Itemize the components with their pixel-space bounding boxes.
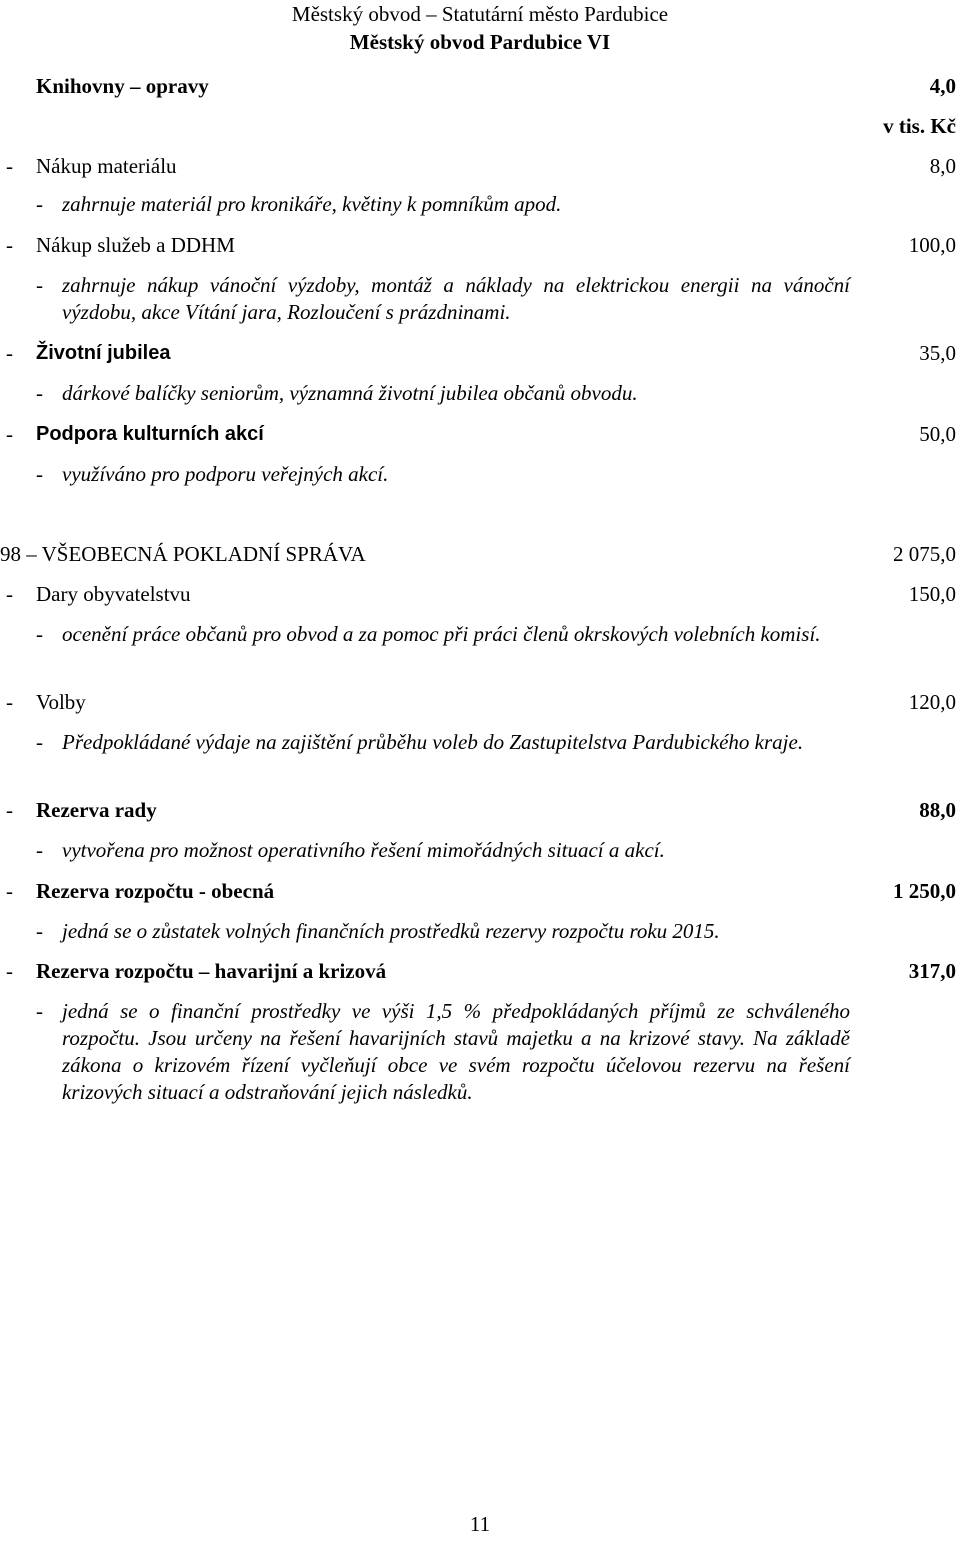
item-value: 88,0 — [919, 798, 956, 822]
section-1-title: Knihovny – opravy — [36, 74, 209, 98]
dash: - — [6, 690, 13, 714]
item-description-text: využíváno pro podporu veřejných akcí. — [62, 462, 389, 486]
dash: - — [36, 192, 43, 216]
item-description — [36, 837, 850, 864]
item-description-text: vytvořena pro možnost operativního řešení mimořádných situací a akcí. — [62, 838, 665, 862]
item-label: Nákup materiálu — [36, 154, 177, 178]
dash: - — [6, 154, 13, 178]
dash: - — [36, 730, 43, 754]
item-description — [36, 918, 850, 945]
item-description — [36, 380, 850, 407]
item-description-text: Předpokládané výdaje na zajištění průběhu voleb do Zastupitelstva Pardubického kraje. — [62, 730, 804, 754]
section-1-total: 4,0 — [929, 74, 956, 98]
item-label: Dary obyvatelstvu — [36, 582, 191, 606]
dash: - — [36, 273, 43, 297]
item-description-text: jedná se o finanční prostředky ve výši 1,5 % předpokládaných příjmů ze schváleného rozpočtu. Jsou určeny na řešení havarijních stavů majetku a na krizové stavy. Na základě zákona o krizovém řízení vyčleňují obce ve svém rozpočtu účelovou rezervu na řešení krizových situací a odstraňování jejich následků. — [62, 999, 850, 1104]
item-description-text: dárkové balíčky seniorům, významná životní jubilea občanů obvodu. — [62, 381, 638, 405]
item-description — [36, 729, 850, 756]
item-value: 8,0 — [929, 154, 956, 178]
header-line-1: Městský obvod – Statutární město Pardubice — [291, 2, 669, 26]
dash: - — [36, 838, 43, 862]
item-description — [36, 191, 850, 218]
section-2-total: 2 075,0 — [893, 542, 956, 566]
page-number: 11 — [469, 1512, 491, 1536]
dash: - — [36, 999, 43, 1023]
item-value: 50,0 — [919, 422, 956, 446]
item-description-text: zahrnuje materiál pro kronikáře, květiny k pomníkům apod. — [62, 192, 562, 216]
item-label: Rezerva rozpočtu - obecná — [36, 879, 275, 903]
item-label: Nákup služeb a DDHM — [36, 233, 235, 257]
item-label: Rezerva rozpočtu – havarijní a krizová — [36, 959, 387, 983]
dash: - — [6, 341, 13, 365]
item-description-text: zahrnuje nákup vánoční výzdoby, montáž a náklady na elektrickou energii na vánoční výzdobu, akce Vítání jara, Rozloučení s prázdninami. — [62, 273, 850, 324]
item-description — [36, 461, 850, 488]
dash: - — [6, 879, 13, 903]
item-description-text: jedná se o zůstatek volných finančních prostředků rezervy rozpočtu roku 2015. — [62, 919, 720, 943]
dash: - — [36, 462, 43, 486]
item-value: 317,0 — [908, 959, 956, 983]
item-value: 100,0 — [908, 233, 956, 257]
item-label: Rezerva rady — [36, 798, 157, 822]
dash: - — [36, 919, 43, 943]
item-description — [36, 621, 850, 648]
item-description — [36, 272, 850, 326]
section-2-title: 98 – VŠEOBECNÁ POKLADNÍ SPRÁVA — [0, 542, 366, 566]
dash: - — [36, 622, 43, 646]
dash: - — [36, 381, 43, 405]
item-value: 120,0 — [908, 690, 956, 714]
dash: - — [6, 959, 13, 983]
item-value: 150,0 — [908, 582, 956, 606]
item-label: Životní jubilea — [36, 342, 171, 364]
dash: - — [6, 798, 13, 822]
dash: - — [6, 582, 13, 606]
item-value: 35,0 — [919, 341, 956, 365]
dash: - — [6, 422, 13, 446]
header-line-2: Městský obvod Pardubice VI — [349, 30, 611, 54]
item-value: 1 250,0 — [893, 879, 956, 903]
item-label: Volby — [36, 690, 86, 714]
dash: - — [6, 233, 13, 257]
unit-label: v tis. Kč — [883, 114, 956, 138]
item-description — [36, 998, 850, 1106]
item-description-text: ocenění práce občanů pro obvod a za pomoc při práci členů okrskových volebních komisí. — [62, 622, 821, 646]
item-label: Podpora kulturních akcí — [36, 423, 264, 445]
